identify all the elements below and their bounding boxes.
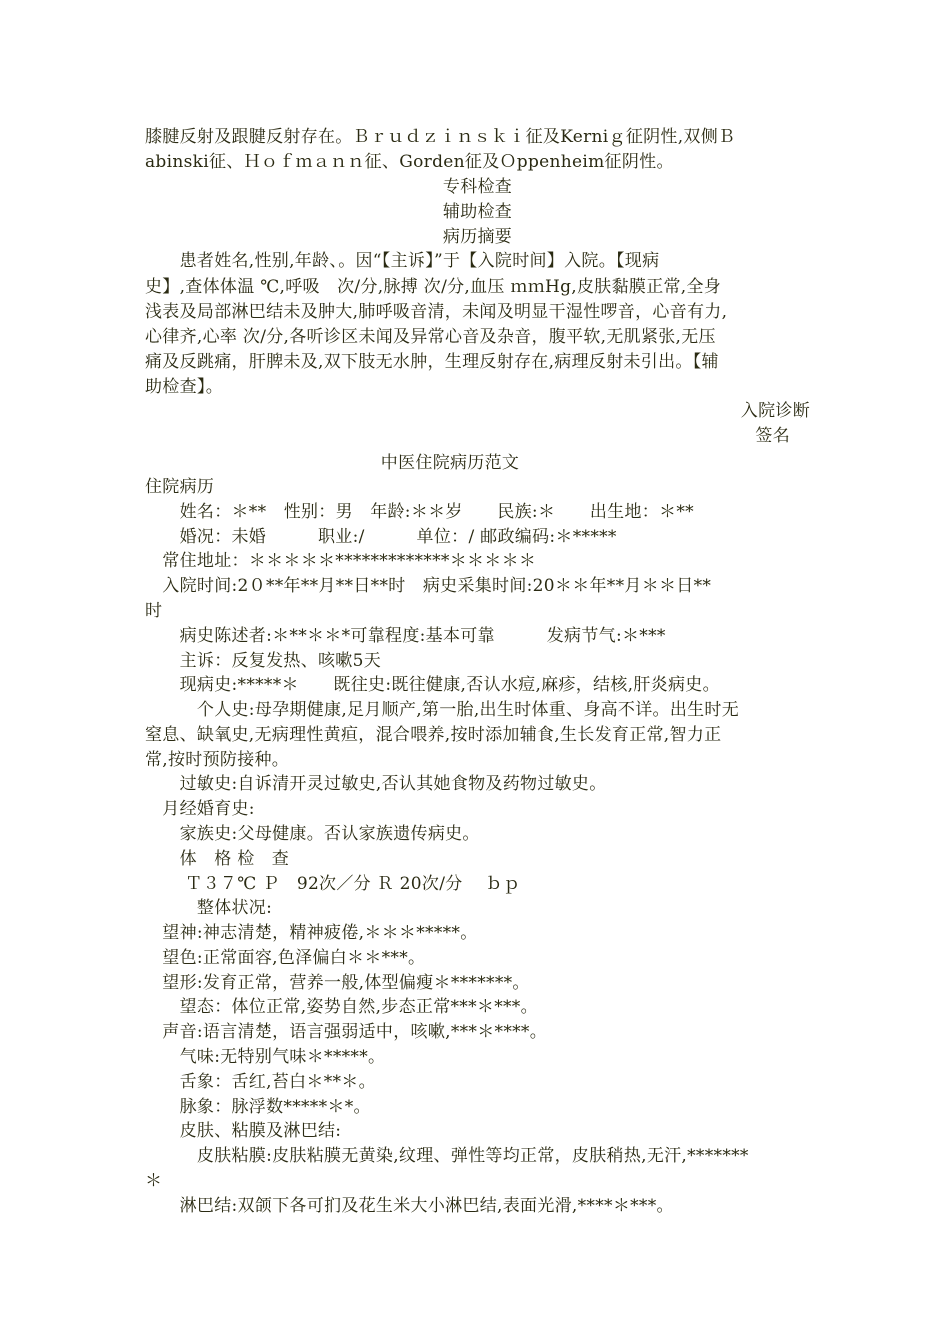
record-line: 淋巴结:双颌下各可扪及花生米大小淋巴结,表面光滑,****＊***。 — [145, 1196, 674, 1216]
record-line: 皮肤粘膜:皮肤粘膜无黄染,纹理、弹性等均正常，皮肤稍热,无汗,******* — [145, 1146, 749, 1166]
record-line: Ｔ３７℃ Ｐ 92次／分 Ｒ 20次/分 ｂｐ — [145, 874, 521, 894]
heading-specialist-exam: 专科检查 — [442, 177, 513, 197]
heading-auxiliary-exam: 辅助检查 — [442, 202, 513, 222]
record-line: 皮肤、粘膜及淋巴结: — [145, 1121, 342, 1141]
summary-line: 助检查】。 — [145, 377, 223, 397]
record-line: 个人史:母孕期健康,足月顺产,第一胎,出生时体重、身高不详。出生时无 — [145, 700, 740, 720]
record-line: 望色:正常面容,色泽偏白＊＊***。 — [145, 948, 426, 968]
record-line: 主诉：反复发热、咳嗽5天 — [145, 651, 382, 671]
record-line: 整体状况: — [145, 898, 273, 918]
record-line: 望形:发育正常，营养一般,体型偏瘦＊*******。 — [145, 973, 530, 993]
summary-line: 史】,查体体温 ℃,呼吸 次/分,脉搏 次/分,血压 ｍｍHg,皮肤黏膜正常,全身 — [145, 277, 722, 297]
record-line: 舌象：舌红,苔白＊**＊。 — [145, 1072, 376, 1092]
record-line: 入院时间:2０**年**月**日**时 病史采集时间:20＊＊年**月＊＊日** — [145, 576, 712, 596]
admission-diagnosis-label: 入院诊断 — [740, 401, 810, 421]
record-line: 家族史:父母健康。否认家族遗传病史。 — [145, 824, 480, 844]
reflex-text-line-2: abinski征、Ｈｏｆｍａｎｎ征、Gorden征及Ｏppenheim征阴性。 — [145, 152, 674, 172]
record-line: 现病史:*****＊ 既往史:既往健康,否认水痘,麻疹，结核,肝炎病史。 — [145, 675, 720, 695]
summary-line: 心律齐,心率 次/分,各听诊区未闻及异常心音及杂音，腹平软,无肌紧张,无压 — [145, 327, 716, 347]
summary-line: 患者姓名,性别,年龄、。因“【主诉】”于【入院时间】入院。【现病 — [145, 251, 660, 271]
record-line: 常住地址：＊＊＊＊＊*************＊＊＊＊＊ — [145, 551, 537, 571]
record-line: 脉象：脉浮数*****＊*。 — [145, 1097, 371, 1117]
record-line: 窒息、缺氧史,无病理性黄疸，混合喂养,按时添加辅食,生长发育正常,智力正 — [145, 725, 722, 745]
heading-record-summary: 病历摘要 — [442, 227, 513, 247]
record-line: 气味:无特别气味＊*****。 — [145, 1047, 386, 1067]
record-line: 婚况：未婚 职业:/ 单位：/ 邮政编码:＊***** — [145, 527, 617, 547]
record-line: ＊ — [145, 1171, 163, 1191]
record-line: 月经婚育史: — [145, 799, 255, 819]
tcm-record-title: 中医住院病历范文 — [380, 453, 520, 473]
record-line: 过敏史:自诉清开灵过敏史,否认其她食物及药物过敏史。 — [145, 774, 607, 794]
record-line: 姓名：＊** 性别：男 年龄:＊＊岁 民族:＊ 出生地：＊** — [145, 502, 694, 522]
record-line: 望神:神志清楚，精神疲倦,＊＊＊*****。 — [145, 923, 478, 943]
record-line: 常,按时预防接种。 — [145, 750, 290, 770]
record-line: 声音:语言清楚，语言强弱适中，咳嗽,***＊****。 — [145, 1022, 548, 1042]
summary-line: 浅表及局部淋巴结未及肿大,肺呼吸音清，未闻及明显干湿性啰音，心音有力, — [145, 302, 728, 322]
record-line: 时 — [145, 601, 163, 621]
reflex-text-line-1: 膝腱反射及跟腱反射存在。Ｂｒｕｄｚｉｎｓｋｉ征及Kerniｇ征阴性,双侧Ｂ — [145, 127, 736, 147]
record-line: 望态：体位正常,姿势自然,步态正常***＊***。 — [145, 997, 538, 1017]
summary-line: 痛及反跳痛，肝脾未及,双下肢无水肿，生理反射存在,病理反射未引出。【辅 — [145, 352, 719, 372]
record-line: 病史陈述者:＊**＊＊*可靠程度:基本可靠 发病节气:＊*** — [145, 626, 666, 646]
record-line: 体 格 检 查 — [145, 849, 290, 869]
signature-label: 签名 — [755, 426, 790, 446]
section-heading: 住院病历 — [145, 477, 215, 497]
